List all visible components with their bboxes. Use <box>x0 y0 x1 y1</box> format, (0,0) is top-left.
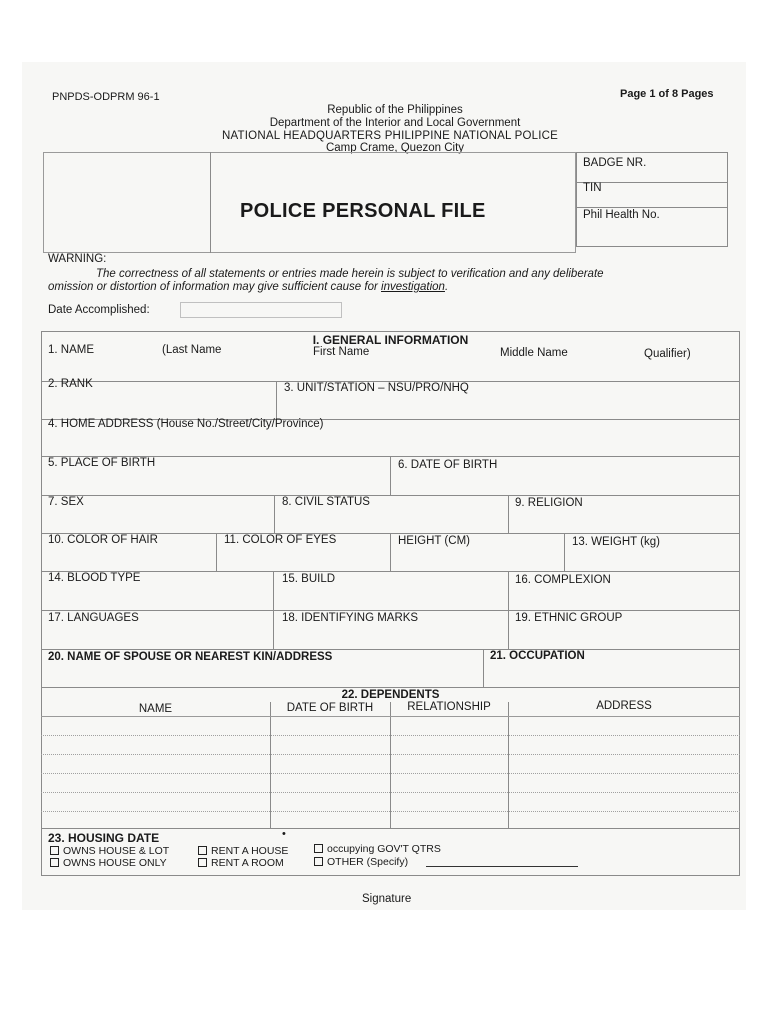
page-title: POLICE PERSONAL FILE <box>240 200 486 222</box>
dependents-row[interactable] <box>41 773 740 774</box>
warning-period: . <box>444 281 449 293</box>
identifying-marks-label[interactable]: 18. IDENTIFYING MARKS <box>282 612 419 624</box>
row-divider <box>41 495 740 496</box>
eye-color-label[interactable]: 11. COLOR OF EYES <box>224 534 337 546</box>
name-label: 1. NAME <box>48 344 95 356</box>
housing-option-govt-qtrs[interactable] <box>314 843 441 855</box>
middle-name-label: Middle Name <box>500 347 568 359</box>
height-label[interactable]: HEIGHT (CM) <box>398 535 470 547</box>
warning-text-body: omission or distortion of information may give sufficient cause for <box>48 281 382 293</box>
housing-option-rent-room[interactable] <box>198 857 284 869</box>
housing-option-other-label: OTHER (Specify) <box>327 856 409 868</box>
tin-label: TIN <box>583 182 602 194</box>
qualifier-label: Qualifier) <box>644 348 691 360</box>
housing-option-owns-house-only[interactable] <box>50 857 167 869</box>
blood-type-label[interactable]: 14. BLOOD TYPE <box>48 572 141 584</box>
date-accomplished-field[interactable] <box>180 302 342 318</box>
home-address-label[interactable]: 4. HOME ADDRESS (House No./Street/City/Province) <box>48 418 324 430</box>
row-divider <box>41 649 740 650</box>
dependents-row[interactable] <box>41 792 740 793</box>
col-divider <box>508 495 509 533</box>
weight-label[interactable]: 13. WEIGHT (kg) <box>572 536 660 548</box>
build-label[interactable]: 15. BUILD <box>282 573 336 585</box>
col-divider <box>564 533 565 571</box>
dependents-col-dob: DATE OF BIRTH <box>286 702 374 714</box>
org-department: Department of the Interior and Local Government <box>269 117 521 129</box>
occupation-label[interactable]: 21. OCCUPATION <box>490 650 585 662</box>
housing-option-owns-house-lot[interactable] <box>50 845 169 857</box>
col-divider <box>274 495 275 533</box>
other-specify-field[interactable] <box>426 866 578 867</box>
row-divider <box>41 828 740 829</box>
philhealth-label: Phil Health No. <box>583 209 660 221</box>
dependents-row[interactable] <box>41 811 740 812</box>
col-divider <box>483 649 484 687</box>
checkbox-icon <box>198 846 207 855</box>
complexion-label[interactable]: 16. COMPLEXION <box>515 574 611 586</box>
col-divider <box>216 533 217 571</box>
col-divider <box>390 456 391 495</box>
checkbox-icon <box>50 846 59 855</box>
signature-label: Signature <box>362 893 412 905</box>
housing-option-owns-house-lot-label: OWNS HOUSE & LOT <box>63 845 170 857</box>
unit-station-label[interactable]: 3. UNIT/STATION – NSU/PRO/NHQ <box>284 382 469 394</box>
col-divider <box>270 702 271 828</box>
title-divider <box>210 152 211 253</box>
col-divider <box>390 702 391 828</box>
warning-text-line1: The correctness of all statements or entries made herein is subject to verification and any deliberate <box>96 268 604 280</box>
dependents-col-relationship: RELATIONSHIP <box>407 701 491 713</box>
date-accomplished-label: Date Accomplished: <box>48 304 150 316</box>
section-general-information-title: I. GENERAL INFORMATION <box>312 333 469 347</box>
housing-option-govt-qtrs-label: occupying GOV'T QTRS <box>327 843 441 855</box>
spouse-kin-label[interactable]: 20. NAME OF SPOUSE OR NEAREST KIN/ADDRESS <box>48 651 333 663</box>
dependents-title: 22. DEPENDENTS <box>341 689 440 701</box>
last-name-label: (Last Name <box>162 344 222 356</box>
sex-label[interactable]: 7. SEX <box>48 496 84 508</box>
row-divider <box>41 571 740 572</box>
religion-label[interactable]: 9. RELIGION <box>515 497 583 509</box>
first-name-label: First Name <box>313 346 370 358</box>
dependents-header-divider <box>41 716 740 717</box>
housing-option-rent-house-label: RENT A HOUSE <box>211 845 289 857</box>
page-indicator: Page 1 of 8 Pages <box>620 88 714 100</box>
org-location: Camp Crame, Quezon City <box>325 142 465 154</box>
checkbox-icon <box>50 858 59 867</box>
warning-label: WARNING: <box>48 253 107 265</box>
housing-option-owns-house-only-label: OWNS HOUSE ONLY <box>63 857 167 869</box>
warning-investigation: investigation <box>381 281 445 293</box>
col-divider <box>508 702 509 828</box>
dependents-row[interactable] <box>41 754 740 755</box>
checkbox-icon <box>198 858 207 867</box>
id-row-divider <box>576 207 728 208</box>
housing-option-other[interactable] <box>314 856 408 868</box>
housing-option-rent-room-label: RENT A ROOM <box>211 857 284 869</box>
checkbox-icon <box>314 844 323 853</box>
housing-option-rent-house[interactable] <box>198 845 288 857</box>
ethnic-group-label[interactable]: 19. ETHNIC GROUP <box>515 612 623 624</box>
date-of-birth-label[interactable]: 6. DATE OF BIRTH <box>398 459 498 471</box>
languages-label[interactable]: 17. LANGUAGES <box>48 612 139 624</box>
badge-number-label: BADGE NR. <box>583 157 647 169</box>
stray-mark: • <box>282 828 286 840</box>
hair-color-label[interactable]: 10. COLOR OF HAIR <box>48 534 158 546</box>
warning-text-line2 <box>48 281 448 293</box>
col-divider <box>390 533 391 571</box>
rank-label[interactable]: 2. RANK <box>48 378 93 390</box>
dependents-col-address: ADDRESS <box>596 700 652 712</box>
housing-title: 23. HOUSING DATE <box>48 831 160 845</box>
dependents-row[interactable] <box>41 735 740 736</box>
org-headquarters: NATIONAL HEADQUARTERS PHILIPPINE NATIONAL POLICE <box>222 130 558 142</box>
org-republic: Republic of the Philippines <box>327 104 463 116</box>
row-divider <box>41 687 740 688</box>
dependents-col-name: NAME <box>138 703 173 715</box>
civil-status-label[interactable]: 8. CIVIL STATUS <box>282 496 370 508</box>
form-code: PNPDS-ODPRM 96-1 <box>52 91 160 103</box>
col-divider <box>276 381 277 419</box>
checkbox-icon <box>314 857 323 866</box>
place-of-birth-label[interactable]: 5. PLACE OF BIRTH <box>48 457 156 469</box>
row-divider <box>41 610 740 611</box>
